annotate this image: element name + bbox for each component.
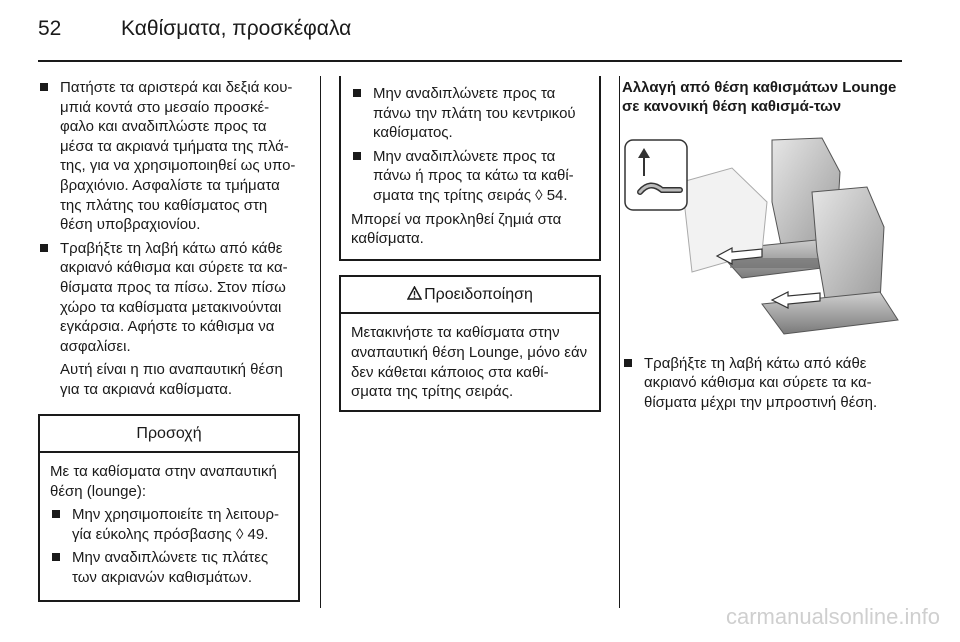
bullet-icon: [40, 83, 48, 91]
bullet-icon: [40, 244, 48, 252]
warning-triangle-icon: [407, 286, 422, 300]
watermark: carmanualsonline.info: [725, 604, 940, 629]
bullet-icon: [353, 152, 361, 160]
list-item: Μην αναδιπλώνετε προς τα πάνω την πλάτη του κεντρικού καθίσματος.: [351, 84, 589, 143]
bullet-icon: [624, 359, 632, 367]
caution-box: [38, 414, 300, 602]
column-2: [339, 78, 601, 412]
caution-heading: Προσοχή: [40, 416, 298, 454]
list-item: Μην χρησιμοποιείτε τη λειτουρ-γία εύκολης πρόσβασης ◊ 49.: [50, 505, 288, 544]
caution-box-continued: [339, 76, 601, 261]
column-1: [38, 78, 300, 602]
bullet-icon: [52, 553, 60, 561]
list-item: Τραβήξτε τη λαβή κάτω από κάθε ακριανό κάθισμα και σύρετε τα κα-θίσματα προς τα πίσω. Στον πίσω χώρο τα καθίσματα μετακινούνται εγκάρσια. Αφήστε το κάθισμα να ασφαλίσει.: [38, 239, 300, 357]
warning-heading: Προειδοποίηση: [341, 277, 599, 315]
damage-note: Μπορεί να προκληθεί ζημιά στα καθίσματα.: [351, 210, 562, 248]
list-item: Μην αναδιπλώνετε τις πλάτες των ακριανών καθισμάτων.: [50, 548, 288, 587]
warning-box: [339, 275, 601, 412]
bullet-icon: [353, 89, 361, 97]
page-number: 52: [38, 17, 62, 40]
caution-intro: Με τα καθίσματα στην αναπαυτική θέση (lounge):: [50, 463, 277, 500]
column-3: [622, 78, 902, 416]
list-item: Τραβήξτε τη λαβή κάτω από κάθε ακριανό κάθισμα και σύρετε τα κα-θίσματα μέχρι την μπροστινή θέση.: [622, 354, 902, 413]
note-text: Αυτή είναι η πιο αναπαυτική θέση για τα ακριανά καθίσματα.: [60, 361, 283, 398]
list-item: Πατήστε τα αριστερά και δεξιά κου-μπιά κοντά στο μεσαίο προσκέ-φαλο και αναδιπλώστε προς τα μέσα τα ακριανά τμήματα της πλά-της, για να χρησιμοποιηθεί ως υπο-βραχιόνιο. Ασφαλίστε τα τμήματα της πλάτης του καθίσματος στη θέση υποβραχιονίου.: [38, 78, 300, 235]
page-title: Καθίσματα, προσκέφαλα: [121, 17, 352, 40]
column-divider: [619, 76, 620, 608]
column-divider: [320, 76, 321, 608]
list-item: Μην αναδιπλώνετε προς τα πάνω ή προς τα κάτω τα καθί-σματα της τρίτης σειράς ◊ 54.: [351, 147, 589, 206]
section-heading: Αλλαγή από θέση καθισμάτων Lounge σε κανονική θέση καθισμά-των: [622, 79, 897, 115]
warning-text: Μετακινήστε τα καθίσματα στην αναπαυτική θέση Lounge, μόνο εάν δεν κάθεται κάποιος στα καθί-σματα της τρίτης σειράς.: [351, 324, 588, 401]
bullet-icon: [52, 510, 60, 518]
header-rule: [38, 60, 902, 62]
seat-illustration: [622, 132, 902, 338]
